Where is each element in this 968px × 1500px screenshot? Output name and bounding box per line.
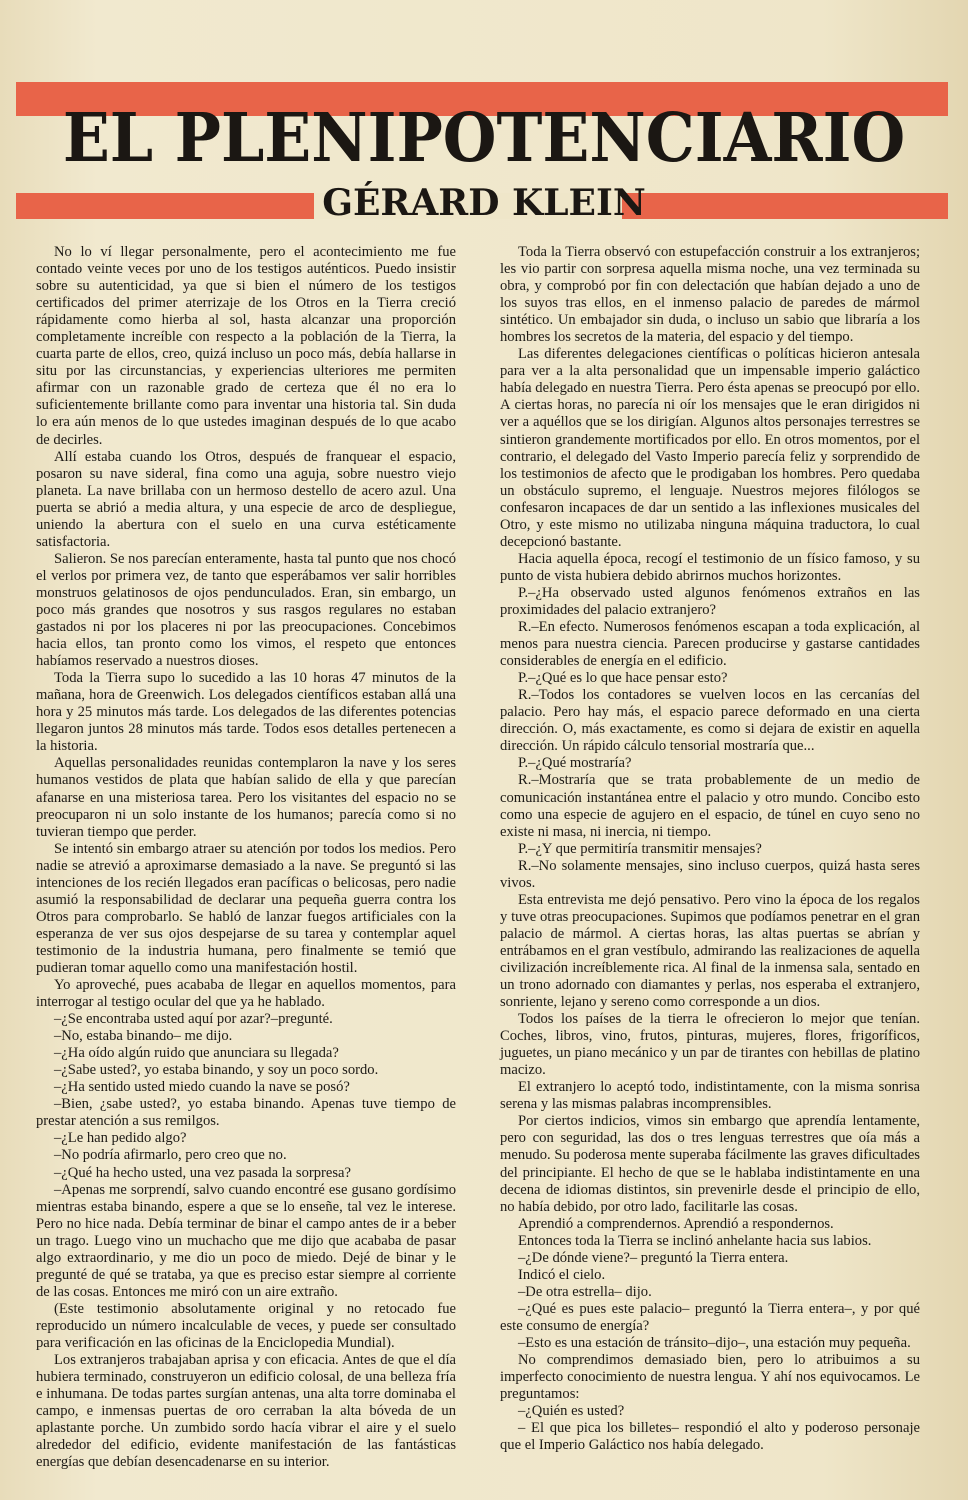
paragraph: Hacia aquella época, recogí el testimonio de un físico famoso, y su punto de vista hubiera debido abrirnos muchos horizontes. [500,550,920,584]
paragraph: Por ciertos indicios, vimos sin embargo que aprendía lentamente, pero con seguridad, las dos o tres lenguas terrestres que oía más a menudo. Su poderosa mente superaba fácilmente las graves dificultades del principiante. El hecho de que se le hablaba indistintamente en una decena de idiomas distintos, sin prevenirle desde el principio de ello, no había debido, por otro lado, facilitarle las cosas. [500,1113,920,1215]
left-column [36,244,456,1471]
right-column [500,244,920,1454]
paragraph: Los extranjeros trabajaban aprisa y con eficacia. Antes de que el día hubiera terminado, construyeron un edificio colosal, de una belleza fría e inhumana. De todas partes surgían antenas, una alta torre dominaba el campo, e inmensas puertas de oro cerraban la alta bóveda de un aplastante porche. Un zumbido sordo hacía vibrar el aire y el suelo alrededor del edificio, evidente manifestación de las fantásticas energías que debían desencadenarse en su interior. [36,1352,456,1471]
paragraph: Toda la Tierra supo lo sucedido a las 10 horas 47 minutos de la mañana, hora de Greenwich. Los delegados científicos estaban allá una hora y 25 minutos más tarde. Los delegados de las diferentes potencias llegaron juntos 28 minutos más tarde. Todos esos detalles pertenecen a la historia. [36,670,456,755]
paragraph: P.–¿Y que permitiría transmitir mensajes? [518,840,762,857]
paragraph: – El que pica los billetes– respondió el alto y poderoso personaje que el Imperio Galáctico nos había delegado. [500,1420,920,1454]
paragraph: Toda la Tierra observó con estupefacción construir a los extranjeros; les vio partir con sorpresa aquella misma noche, una vez terminada su obra, y comprobó por fin con delectación que habían dejado a uno de los suyos tras ellos, en el inmenso palacio de paredes de mármol sintético. Un embajador sin duda, o incluso un sabio que libraría a los hombres los secretos de la materia, del espacio y del tiempo. [500,244,920,346]
paragraph: –¿Qué es pues este palacio– preguntó la Tierra entera–, y por qué este consumo de energía? [500,1300,920,1334]
paragraph: Todos los países de la tierra le ofrecieron lo mejor que tenían. Coches, libros, vino, frutos, pinturas, mujeres, flores, frigoríficos, juguetes, un piano mecánico y un par de tirantes con hebillas de platino macizo. [500,1011,920,1079]
paragraph: –No, estaba binando– me dijo. [54,1028,233,1045]
paragraph: Aquellas personalidades reunidas contemplaron la nave y los seres humanos vestidos de plata que habían salido de ella y que parecían afanarse en una misteriosa tarea. Pero los visitantes del espacio no se preocuparon ni un solo instante de los humanos; parecía como si no tuvieran tiempo que perder. [36,755,456,840]
paragraph: P.–¿Qué es lo que hace pensar esto? [518,670,728,687]
paragraph: Entonces toda la Tierra se inclinó anhelante hacia sus labios. [518,1232,872,1249]
paragraph: P.–¿Qué mostraría? [518,755,632,772]
paragraph: No lo ví llegar personalmente, pero el acontecimiento me fue contado veinte veces por uno de los testigos auténticos. Puedo insistir sobre su autenticidad, ya que si bien el número de los testigos certificados del primer aterrizaje de los Otros en la Tierra creció rápidamente como hierba al sol, hasta alcanzar una proporción completamente increíble con respecto a la población de la Tierra, la cuarta parte de ellos, creo, quizá incluso un poco más, debía hallarse in situ por las circunstancias, y experiencias ulteriores me permiten afirmar con un razonable grado de certeza que él no era lo suficientemente brillante como para inventar una historia tal. Sin duda lo era aún menos de lo que ustedes imaginan después de lo que acabo de decirles. [36,244,456,448]
paragraph: El extranjero lo aceptó todo, indistintamente, con la misma sonrisa serena y las mismas palabras incomprensibles. [500,1079,920,1113]
paragraph: Yo aproveché, pues acababa de llegar en aquellos momentos, para interrogar al testigo ocular del que ya he hablado. [36,977,456,1011]
paragraph: R.–Mostraría que se trata probablemente de un medio de comunicación instantánea entre el palacio y otro mundo. Concibo esto como una especie de agujero en el espacio, de túnel en cuyo seno no existe ni masa, ni inercia, ni tiempo. [500,772,920,840]
author-name: GÉRARD KLEIN [322,182,646,224]
paragraph: –¿Le han pedido algo? [54,1130,187,1147]
paragraph: R.–No solamente mensajes, sino incluso cuerpos, quizá hasta seres vivos. [500,857,920,891]
paragraph: –¿Quién es usted? [518,1403,625,1420]
paragraph: (Este testimonio absolutamente original y no retocado fue reproducido un número incalculable de veces, y puede ser consultado para verificación en las oficinas de la Enciclopedia Mundial). [36,1300,456,1351]
paragraph: –No podría afirmarlo, pero creo que no. [54,1147,287,1164]
paragraph: Indicó el cielo. [518,1266,606,1283]
paragraph: –¿Se encontraba usted aquí por azar?–pregunté. [54,1011,333,1028]
story-title: EL PLENIPOTENCIARIO [62,98,906,177]
paragraph: Esta entrevista me dejó pensativo. Pero vino la época de los regalos y tuve otras preocupaciones. Supimos que podíamos penetrar en el gran palacio de mármol. A ciertas horas, las altas puertas se abrían y entrábamos en el gran vestíbulo, admirando las realizaciones de aquella civilización increíblemente rica. Al final de la inmensa sala, sentado en un trono adornado con diamantes y perlas, nos esperaba el extranjero, sonriente, lejano y sereno como corresponde a un dios. [500,891,920,1011]
paragraph: –¿Qué ha hecho usted, una vez pasada la sorpresa? [54,1164,352,1181]
paragraph: Se intentó sin embargo atraer su atención por todos los medios. Pero nadie se atrevió a aproximarse demasiado a la nave. Se preguntó si las intenciones de los recién llegados eran pacíficas o belicosas, pero nadie asumió la responsabilidad de declarar una pequeña guerra contra los Otros para comprobarlo. Se habló de lanzar fuegos artificiales con la esperanza de ver sus ojos despejarse de su tarea y contemplar aquel testimonio de la industria humana, pero finalmente se temió que pudieran tomar aquello como una manifestación hostil. [36,840,456,976]
paragraph: –¿Sabe usted?, yo estaba binando, y soy un poco sordo. [54,1062,379,1079]
paragraph: No comprendimos demasiado bien, pero lo atribuimos a su imperfecto conocimiento de nuestra lengua. Y ahí nos equivocamos. Le preguntamos: [500,1352,920,1403]
paragraph: –¿Ha oído algún ruido que anunciara su llegada? [54,1045,339,1062]
paragraph: –De otra estrella– dijo. [518,1283,652,1300]
paragraph: –¿Ha sentido usted miedo cuando la nave se posó? [54,1079,350,1096]
paragraph: R.–En efecto. Numerosos fenómenos escapan a toda explicación, al menos para nuestra ciencia. Parecen producirse y gastarse cantidades considerables de energía en el edificio. [500,619,920,670]
paragraph: R.–Todos los contadores se vuelven locos en las cercanías del palacio. Pero hay más, el espacio parece deformado en una cierta dirección. O, más exactamente, es como si dejara de existir en aquella dirección. Un rápido cálculo tensorial mostraría que... [500,687,920,755]
paragraph: Allí estaba cuando los Otros, después de franquear el espacio, posaron su nave sideral, fina como una aguja, sobre nuestro viejo planeta. La nave brillaba con un hermoso destello de acero azul. Una puerta se abrió a media altura, y una especie de arco de despliegue, uniendo la abertura con el suelo en una curva estéticamente satisfactoria. [36,448,456,550]
paragraph: –Esto es una estación de tránsito–dijo–, una estación muy pequeña. [518,1335,911,1351]
paragraph: P.–¿Ha observado usted algunos fenómenos extraños en las proximidades del palacio extranjero? [500,584,920,618]
paragraph: Las diferentes delegaciones científicas o políticas hicieron antesala para ver a la alta personalidad que un impensable imperio galáctico había delegado en nuestra Tierra. Pero ésta apenas se preocupó por ello. A ciertas horas, no parecía ni oír los mensajes que le eran dirigidos ni ver a aquéllos que se los dirigían. Algunos altos personajes terrestres se sintieron grandemente mortificados por ello. En otros momentos, por el contrario, el delegado del Vasto Imperio parecía feliz y sorprendido de los testimonios de afecto que le prodigaban los hombres. Pero quedaba un obstáculo supremo, el lenguaje. Nuestros mejores filólogos se confesaron incapaces de dar un sentido a las inflexiones musicales del Otro, y este mismo no utilizaba ninguna máquina traductora, lo cual decepcionó bastante. [500,346,920,550]
paragraph: Aprendió a comprendernos. Aprendió a respondernos. [518,1215,834,1232]
paragraph: –Apenas me sorprendí, salvo cuando encontré ese gusano gordísimo mientras estaba binando, espere a que se lo enseñe, tal vez le interese. Pero no hice nada. Debía terminar de binar el campo antes de ir a beber un trago. Luego vino un muchacho que me dijo que acababa de pasar algo extraordinario, y me dio un poco de miedo. Dejé de binar y le pregunté de qué se trataba, ya que es preciso estar siempre al corriente de las cosas. Entonces me miró con un aire extraño. [36,1181,456,1300]
paragraph: –¿De dónde viene?– preguntó la Tierra entera. [518,1249,789,1266]
paragraph: –Bien, ¿sabe usted?, yo estaba binando. Apenas tuve tiempo de prestar atención a sus remilgos. [36,1096,456,1130]
paragraph: Salieron. Se nos parecían enteramente, hasta tal punto que nos chocó el verlos por primera vez, de tanto que esperábamos ver salir horribles monstruos gelatinosos de ojos pendunculados. Eran, sin embargo, un poco más grandes que nosotros y sus rasgos regulares no estaban gastados ni por los placeres ni por las preocupaciones. Concebimos hacia ellos, tan pronto como los vimos, el respeto que entonces habíamos reservado a nuestros dioses. [36,550,457,670]
